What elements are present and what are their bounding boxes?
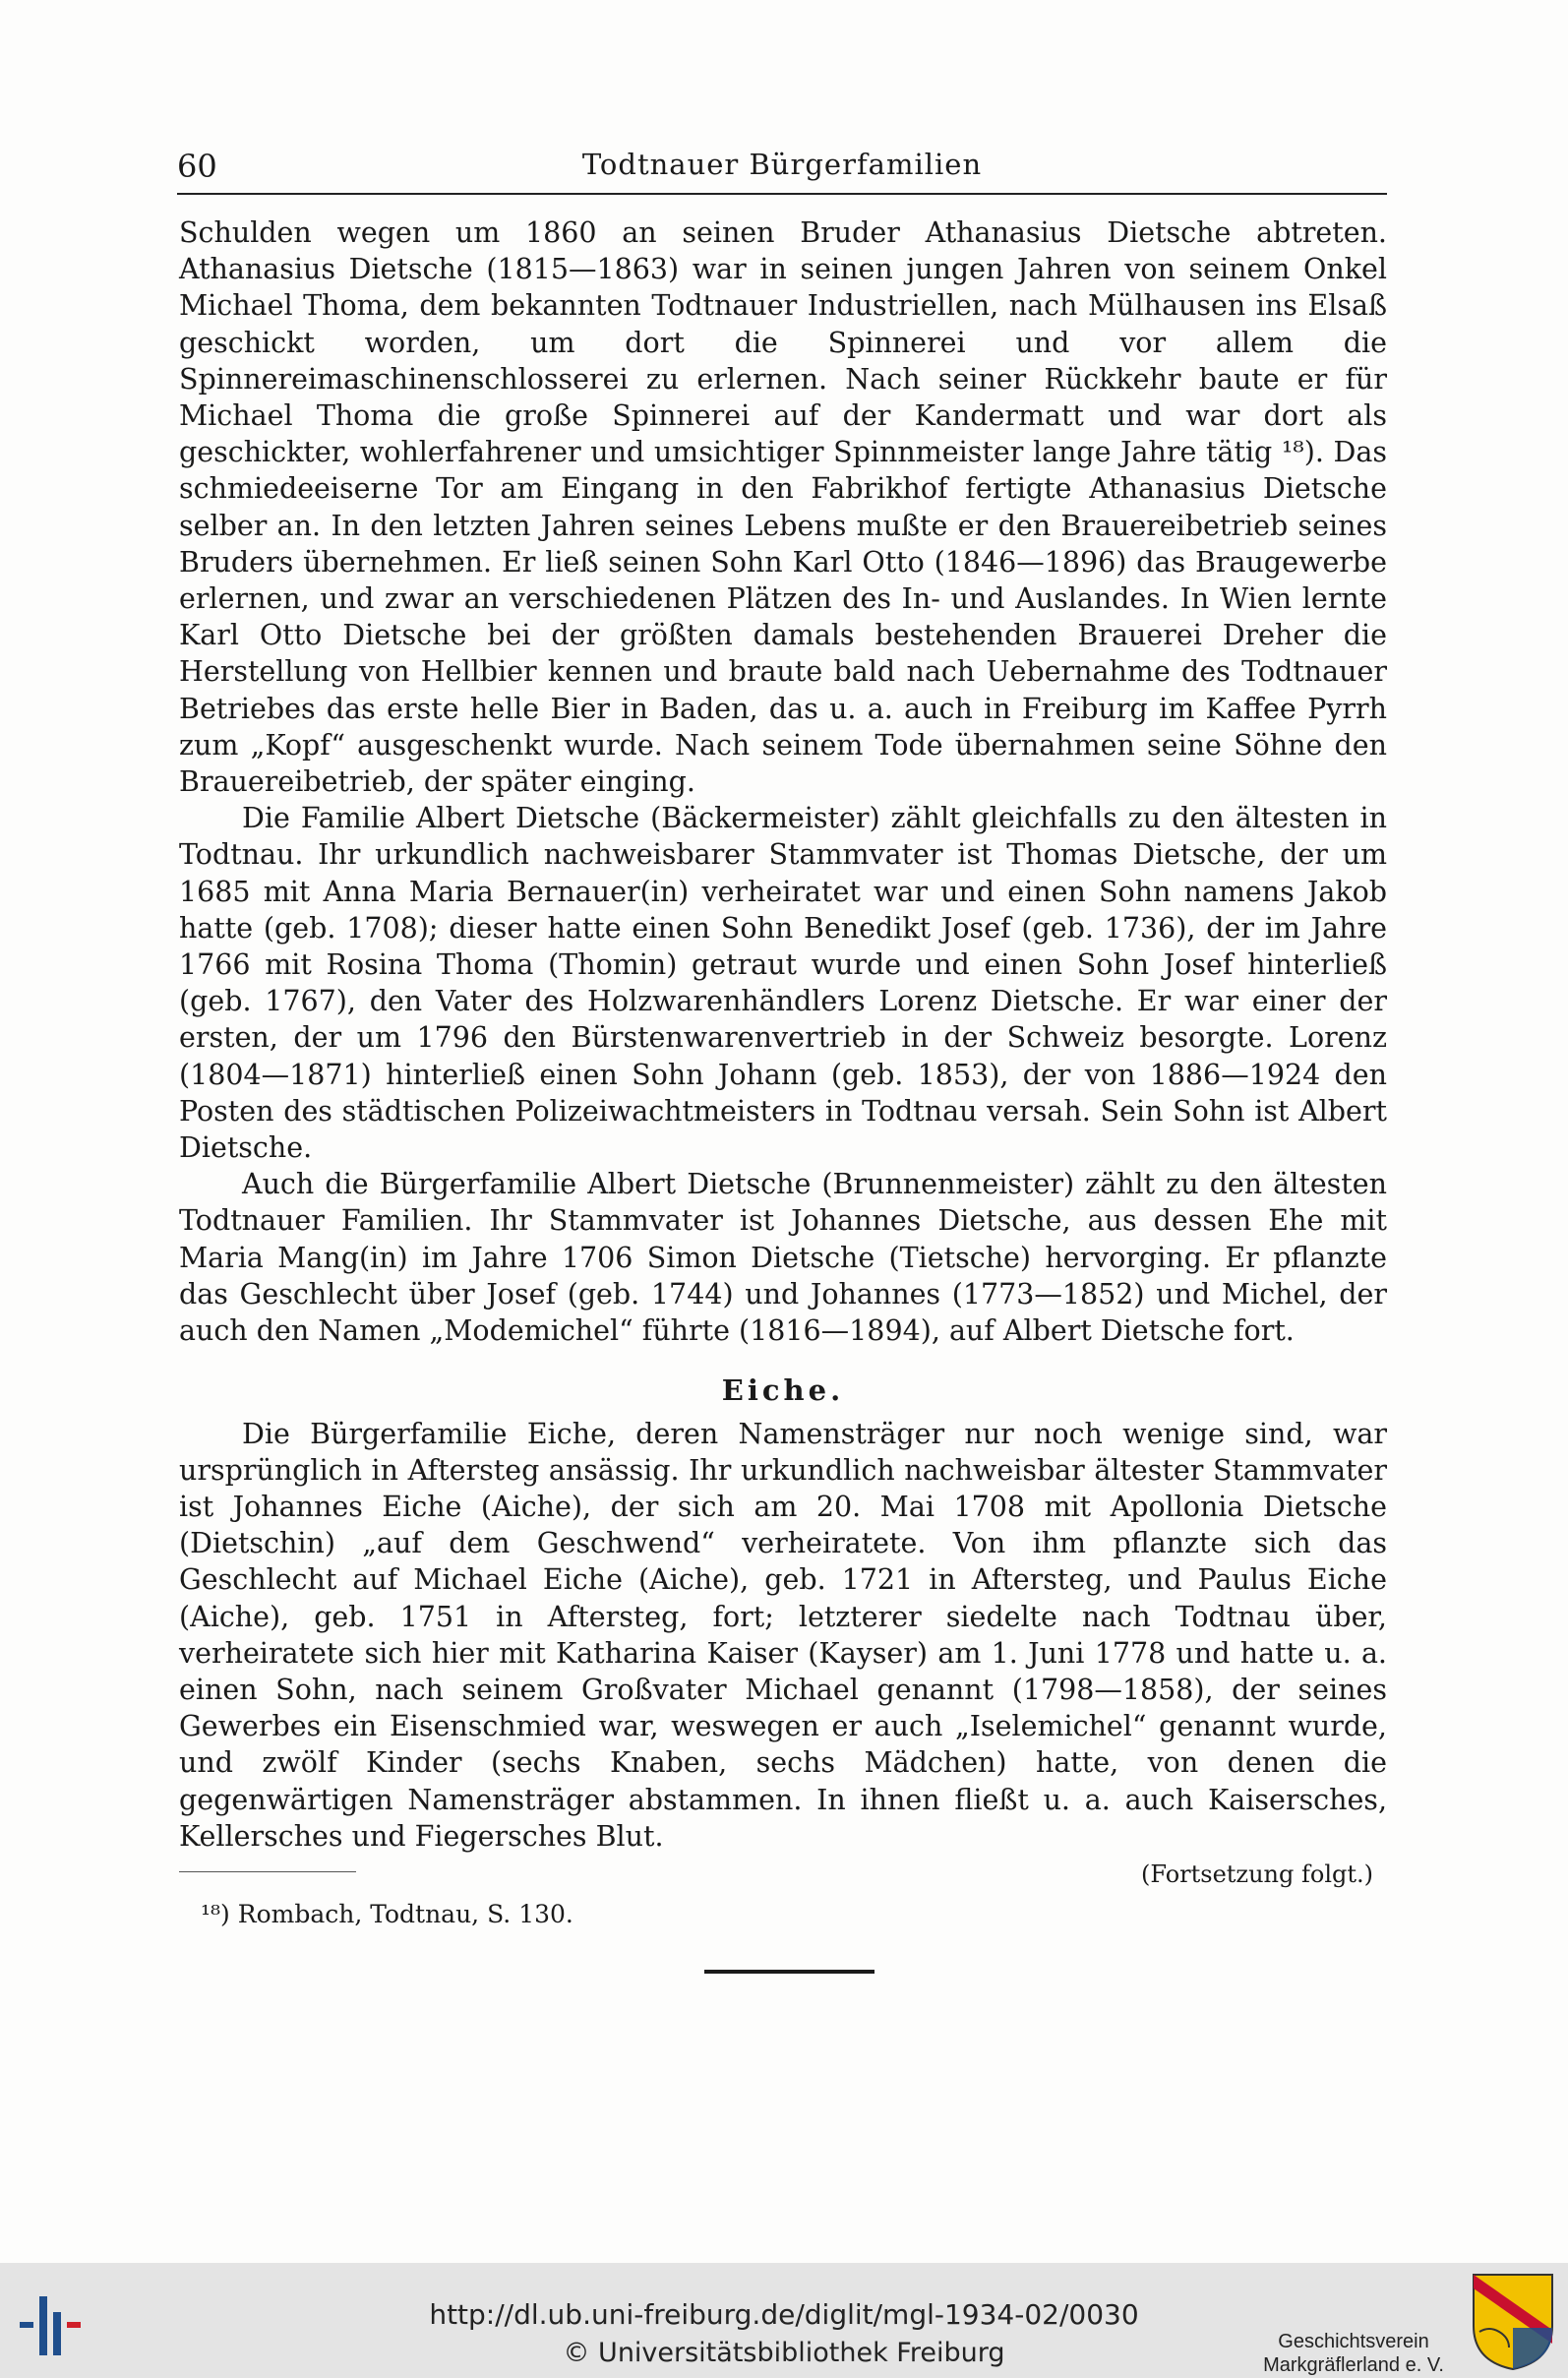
society-line: Markgräflerland e. V. — [1263, 2354, 1444, 2376]
society-line: Geschichtsverein — [1278, 2331, 1429, 2352]
section-heading: Eiche. — [721, 1373, 845, 1408]
body-text — [179, 214, 1387, 1932]
paragraph: Schulden wegen um 1860 an seinen Bruder Athanasius Dietsche abtreten. Athanasius Dietsche (1815—1863) war in seinen jungen Jahren von seinem Onkel Michael Thoma, dem bekannten Todtnauer Industriellen, nach Mülhausen ins Elsaß geschickt worden, um dort die Spinnerei und vor allem die Spinnereimaschinenschlosserei zu erlernen. Nach seiner Rückkehr baute er für Michael Thoma die große Spinnerei auf der Kandermatt und war dort als geschickter, wohlerfahrener und umsichtiger Spinnmeister lange Jahre tätig ¹⁸). Das schmiedeeiserne Tor am Eingang in den Fabrikhof fertigte Athanasius Dietsche selber an. In den letzten Jahren seines Lebens mußte er den Brauereibetrieb seines Bruders übernehmen. Er ließ seinen Sohn Karl Otto (1846—1896) das Braugewerbe erlernen, und zwar an verschiedenen Plätzen des In- und Auslandes. In Wien lernte Karl Otto Dietsche bei der größten damals bestehenden Brauerei Dreher die Herstellung von Hellbier kennen und braute bald nach Uebernahme des Todtnauer Betriebes das erste helle Bier in Baden, das u. a. auch in Freiburg im Kaffee Pyrrh zum „Kopf“ ausgeschenkt wurde. Nach seinem Tode übernahmen seine Söhne den Brauereibetrieb, der später einging. — [179, 216, 1387, 799]
paragraph: Die Familie Albert Dietsche (Bäckermeister) zählt gleichfalls zu den ältesten in Todtnau. Ihr urkundlich nachweisbarer Stammvater ist Thomas Dietsche, der um 1685 mit Anna Maria Bernauer(in) verheiratet war und einen Sohn namens Jakob hatte (geb. 1708); dieser hatte einen Sohn Benedikt Josef (geb. 1736), der im Jahre 1766 mit Rosina Thoma (Thomin) getraut wurde und einen Sohn Josef hinterließ (geb. 1767), den Vater des Holzwarenhändlers Lorenz Dietsche. Er war einer der ersten, der um 1796 den Bürstenwarenvertrieb in der Schweiz besorgte. Lorenz (1804—1871) hinterließ einen Sohn Johann (geb. 1853), der von 1886—1924 den Posten des städtischen Polizeiwachtmeisters in Todtnau versah. Sein Sohn ist Albert Dietsche. — [179, 802, 1387, 1165]
header-rule — [177, 193, 1387, 195]
paragraph: Auch die Bürgerfamilie Albert Dietsche (Brunnenmeister) zählt zu den ältesten Todtnauer Familien. Ihr Stammvater ist Johannes Dietsche, aus dessen Ehe mit Maria Mang(in) im Jahre 1706 Simon Dietsche (Tietsche) hervorging. Er pflanzte das Geschlecht über Josef (geb. 1744) und Johannes (1773—1852) und Michel, der auch den Namen „Modemichel“ führte (1816—1894), auf Albert Dietsche fort. — [179, 1168, 1387, 1348]
end-rule — [704, 1970, 874, 1974]
copyright-notice: © Universitätsbibliothek Freiburg — [563, 2338, 1005, 2368]
page-header — [177, 148, 1387, 187]
footnote: ¹⁸) Rombach, Todtnau, S. 130. — [201, 1900, 573, 1929]
viewer-footer — [0, 2263, 1568, 2378]
page-number: 60 — [177, 148, 217, 185]
coat-of-arms-icon — [1470, 2271, 1556, 2373]
society-name — [1255, 2330, 1452, 2377]
document-url-link[interactable]: http://dl.ub.uni-freiburg.de/diglit/mgl-1934-02/0030 — [429, 2298, 1139, 2331]
continuation-note: (Fortsetzung folgt.) — [1141, 1860, 1373, 1888]
running-title: Todtnauer Bürgerfamilien — [581, 148, 983, 181]
paragraph: Die Bürgerfamilie Eiche, deren Namensträger nur noch wenige sind, war ursprünglich in Aftersteg ansässig. Ihr urkundlich nachweisbar ältester Stammvater ist Johannes Eiche (Aiche), der sich am 20. Mai 1708 mit Apollonia Dietsche (Dietschin) „auf dem Geschwend“ verheiratete. Von ihm pflanzte sich das Geschlecht auf Michael Eiche (Aiche), geb. 1721 in Aftersteg, und Paulus Eiche (Aiche), geb. 1751 in Aftersteg, fort; letzterer siedelte nach Todtnau über, verheiratete sich hier mit Katharina Kaiser (Kayser) am 1. Juni 1778 und hatte u. a. einen Sohn, nach seinem Großvater Michael genannt (1798—1858), der seines Gewerbes ein Eisenschmied war, weswegen er auch „Iselemichel“ genannt wurde, und zwölf Kinder (sechs Knaben, sechs Mädchen) hatte, von denen die gegenwärtigen Namensträger abstammen. In ihnen fließt u. a. auch Kaisersches, Kellersches und Fiegersches Blut. — [179, 1417, 1387, 1853]
footnote-rule — [179, 1871, 356, 1872]
